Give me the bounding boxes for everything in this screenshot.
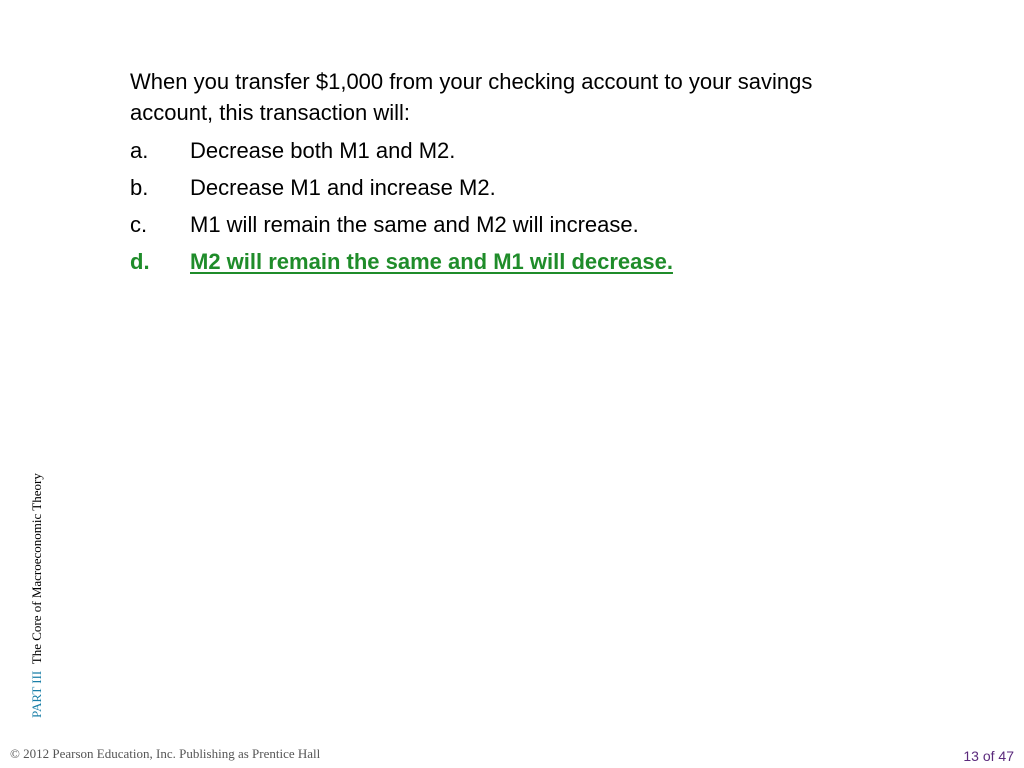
- option-d-correct-answer: [130, 243, 850, 280]
- question-text: When you transfer $1,000 from your checking account to your savings account, this transaction will:: [130, 69, 813, 125]
- option-text: M2 will remain the same and M1 will decrease.: [190, 248, 673, 274]
- option-c: [130, 206, 850, 243]
- option-b: [130, 169, 850, 206]
- option-text: Decrease M1 and increase M2.: [190, 174, 496, 200]
- page-number: 13 of 47: [963, 748, 1014, 764]
- option-letter: c.: [130, 211, 148, 237]
- option-text: Decrease both M1 and M2.: [190, 137, 456, 163]
- answer-options: [130, 132, 850, 280]
- option-letter: b.: [130, 174, 149, 200]
- option-letter: a.: [130, 137, 149, 163]
- option-text: M1 will remain the same and M2 will increase.: [190, 211, 639, 237]
- footer-copyright: © 2012 Pearson Education, Inc. Publishing as Prentice Hall: [10, 746, 321, 761]
- part-title: The Core of Macroeconomic Theory: [29, 473, 44, 665]
- option-letter: d.: [130, 248, 150, 274]
- vertical-part-label: [29, 473, 45, 718]
- part-number: PART III: [29, 670, 44, 718]
- option-a: [130, 132, 850, 169]
